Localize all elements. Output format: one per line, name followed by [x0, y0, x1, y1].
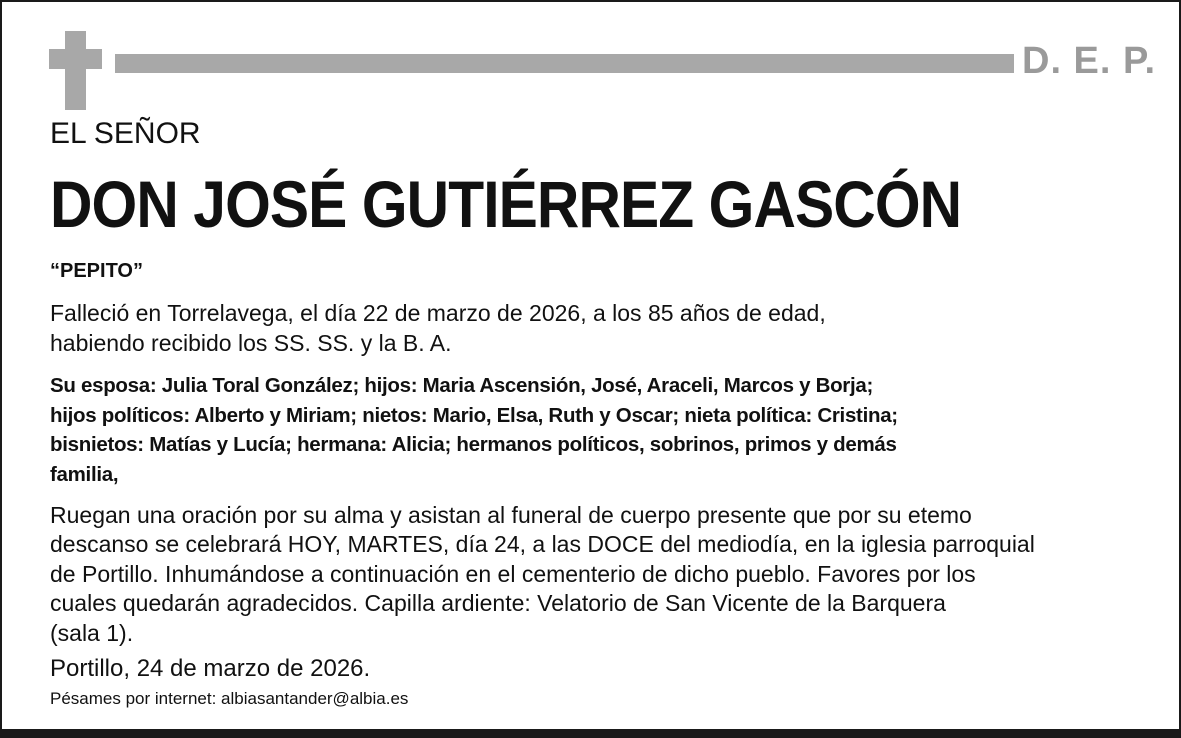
cross-icon [65, 31, 86, 110]
request-line: cuales quedarán agradecidos. Capilla ardiente: Velatorio de San Vicente de la Barquera [50, 590, 946, 616]
dep-label: D. E. P. [1022, 40, 1157, 82]
family-line: Su esposa: Julia Toral González; hijos: Maria Ascensión, José, Araceli, Marcos y Borja; [50, 374, 874, 397]
family-line: hijos políticos: Alberto y Miriam; nietos: Mario, Elsa, Ruth y Oscar; nieta política: Cristina; [50, 404, 898, 427]
family-line: familia, [50, 463, 119, 486]
cross-icon-bar [49, 49, 102, 69]
place-date: Portillo, 24 de marzo de 2026. [50, 655, 371, 682]
header-rule [115, 54, 1014, 73]
death-info-line: habiendo recibido los SS. SS. y la B. A. [50, 330, 452, 356]
condolences-contact: Pésames por internet: albiasantander@albia.es [50, 689, 409, 708]
request-line: (sala 1). [50, 620, 134, 646]
nickname: “PEPITO” [50, 260, 143, 282]
family-line: bisnietos: Matías y Lucía; hermana: Alicia; hermanos políticos, sobrinos, primos y demás [50, 433, 897, 456]
death-info-line: Falleció en Torrelavega, el día 22 de marzo de 2026, a los 85 años de edad, [50, 300, 826, 326]
request-line: Ruegan una oración por su alma y asistan al funeral de cuerpo presente que por su etemo [50, 502, 972, 528]
title-prefix: EL SEÑOR [50, 117, 201, 150]
deceased-name: DON JOSÉ GUTIÉRREZ GASCÓN [50, 167, 962, 241]
request-line: descanso se celebrará HOY, MARTES, día 24, a las DOCE del mediodía, en la iglesia parroquial [50, 531, 1035, 557]
request-line: de Portillo. Inhumándose a continuación en el cementerio de dicho pueblo. Favores por los [50, 561, 976, 587]
